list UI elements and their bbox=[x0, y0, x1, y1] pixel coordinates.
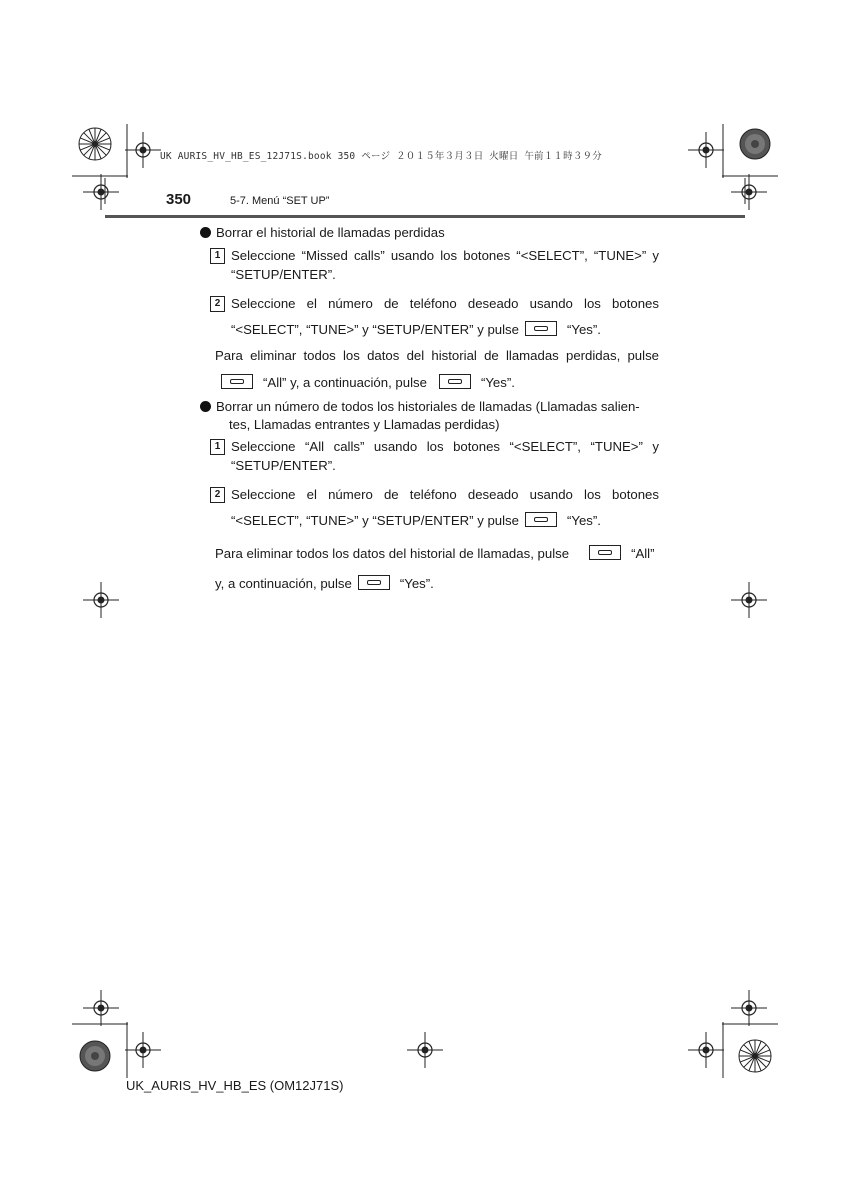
print-header: UK AURIS_HV_HB_ES_12J71S.book 350 ページ ２０１５年３月３日 火曜日 午前１１時３９分 bbox=[160, 151, 602, 162]
note-text-line: Para eliminar todos los datos del historial de llamadas, pulse “All” bbox=[215, 546, 655, 561]
page-number: 350 bbox=[166, 191, 192, 208]
step-text-line: “<SELECT”, “TUNE>” y “SETUP/ENTER” y pulse “Yes”. bbox=[231, 322, 601, 337]
section-heading: Borrar un número de todos los historiales de llamadas (Llamadas salien- bbox=[200, 397, 640, 416]
step-text: Seleccione el número de teléfono deseado usando los botones bbox=[231, 487, 659, 502]
step-number: 2 bbox=[210, 296, 225, 312]
section-title: 5-7. Menú “SET UP” bbox=[230, 195, 330, 207]
section-heading: Borrar el historial de llamadas perdidas bbox=[200, 223, 445, 242]
screen-button-icon bbox=[439, 374, 471, 389]
step-item bbox=[210, 246, 659, 284]
document-code: UK_AURIS_HV_HB_ES (OM12J71S) bbox=[126, 1078, 344, 1093]
step-text: Seleccione “Missed calls” usando los botones “<SELECT”, “TUNE>” y “SETUP/ENTER”. bbox=[231, 248, 659, 282]
screen-button-icon bbox=[589, 545, 621, 560]
bullet-icon bbox=[200, 227, 211, 238]
note-text: Para eliminar todos los datos del historial de llamadas perdidas, pulse bbox=[215, 348, 659, 363]
note-text-line: “All” y, a continuación, pulse “Yes”. bbox=[219, 373, 515, 392]
step-number: 1 bbox=[210, 248, 225, 264]
header-rule bbox=[105, 215, 745, 218]
step-text-line: “<SELECT”, “TUNE>” y “SETUP/ENTER” y pulse “Yes”. bbox=[231, 513, 601, 528]
step-item bbox=[210, 437, 659, 475]
screen-button-icon bbox=[358, 575, 390, 590]
screen-button-icon bbox=[525, 512, 557, 527]
step-number: 1 bbox=[210, 439, 225, 455]
section-heading-line: tes, Llamadas entrantes y Llamadas perdidas) bbox=[229, 417, 500, 432]
screen-button-icon bbox=[525, 321, 557, 336]
step-number: 2 bbox=[210, 487, 225, 503]
step-text: Seleccione el número de teléfono deseado usando los botones bbox=[231, 296, 659, 311]
step-item bbox=[210, 294, 659, 313]
screen-button-icon bbox=[221, 374, 253, 389]
step-text: Seleccione “All calls” usando los botones “<SELECT”, “TUNE>” y “SETUP/ENTER”. bbox=[231, 439, 659, 473]
note-text-line: y, a continuación, pulse “Yes”. bbox=[215, 576, 434, 591]
step-item bbox=[210, 485, 659, 504]
bullet-icon bbox=[200, 401, 211, 412]
